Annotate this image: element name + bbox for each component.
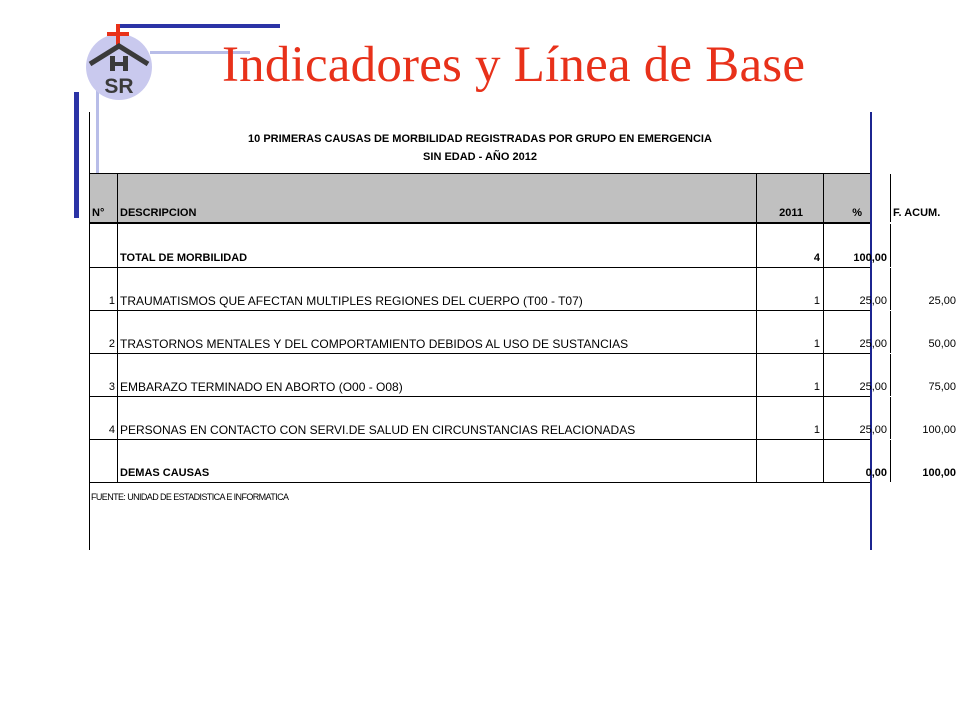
cell-pct: [823, 268, 890, 310]
cell-pct: [823, 397, 890, 439]
header-cell-acum: [890, 174, 959, 222]
table-row-others: [89, 440, 956, 483]
row-num: 4: [108, 424, 115, 436]
table-row-total: [89, 224, 887, 268]
cell-acum: [890, 311, 959, 353]
cell-pct: [823, 354, 890, 396]
cell-desc: [117, 354, 756, 396]
cell-desc: [117, 268, 756, 310]
header-cell-desc: [117, 174, 756, 222]
cell-year: [756, 311, 823, 353]
row-num: 1: [108, 295, 115, 307]
cell-desc: [117, 397, 756, 439]
cell-pct: [823, 311, 890, 353]
row-desc: TRASTORNOS MENTALES Y DEL COMPORTAMIENTO DEBIDOS AL USO DE SUSTANCIAS: [120, 337, 629, 351]
row-pct: 25,00: [859, 424, 887, 436]
row-desc: EMBARAZO TERMINADO EN ABORTO (O00 - O08): [120, 380, 403, 394]
row-desc: PERSONAS EN CONTACTO CON SERVI.DE SALUD EN CIRCUNSTANCIAS RELACIONADAS: [120, 423, 636, 437]
cell-acum: [890, 440, 959, 482]
row-pct: 25,00: [859, 381, 887, 393]
cell-num: [89, 440, 117, 482]
decorative-line: [74, 92, 79, 218]
cell-pct: [823, 224, 890, 267]
report-title: 10 PRIMERAS CAUSAS DE MORBILIDAD REGISTRADAS POR GRUPO EN EMERGENCIA: [248, 133, 712, 145]
header-cell-year: [756, 174, 823, 222]
row-pct: 25,00: [859, 295, 887, 307]
table-header-row: [89, 173, 941, 224]
row-desc: TRAUMATISMOS QUE AFECTAN MULTIPLES REGIONES DEL CUERPO (T00 - T07): [120, 294, 583, 308]
header-desc-label: DESCRIPCION: [120, 207, 197, 219]
slide-title: Indicadores y Línea de Base: [222, 37, 806, 93]
cell-num: [89, 354, 117, 396]
total-desc: TOTAL DE MORBILIDAD: [120, 252, 248, 264]
row-acum: 75,00: [928, 381, 956, 393]
table-row: [89, 354, 956, 397]
cell-num: [89, 224, 117, 267]
total-year: 4: [813, 252, 820, 264]
header-num-label: N°: [92, 207, 105, 219]
cell-num: [89, 397, 117, 439]
row-acum: 25,00: [928, 295, 956, 307]
row-acum: 100,00: [922, 424, 956, 436]
table-row: [89, 268, 956, 311]
source-note: FUENTE: UNIDAD DE ESTADISTICA E INFORMATICA: [91, 492, 289, 502]
row-year: 1: [813, 338, 820, 350]
total-pct: 100,00: [853, 252, 887, 264]
cell-num: [89, 311, 117, 353]
row-pct: 25,00: [859, 338, 887, 350]
cell-acum: [890, 268, 959, 310]
cell-year: [756, 224, 823, 267]
report-subtitle: SIN EDAD - AÑO 2012: [423, 151, 537, 163]
svg-text:SR: SR: [104, 75, 134, 98]
cell-acum: [890, 397, 959, 439]
row-year: 1: [813, 295, 820, 307]
row-acum: 50,00: [928, 338, 956, 350]
hospital-logo: [80, 22, 158, 100]
header-cell-pct: [823, 174, 890, 222]
cell-num: [89, 268, 117, 310]
header-pct-label: %: [852, 207, 862, 219]
row-num: 3: [108, 381, 115, 393]
others-acum: 100,00: [922, 467, 956, 479]
cell-desc: [117, 440, 756, 482]
cell-desc: [117, 224, 756, 267]
header-year-label: 2011: [779, 207, 803, 219]
row-year: 1: [813, 424, 820, 436]
header-cell-num: [89, 174, 117, 222]
row-num: 2: [108, 338, 115, 350]
cell-acum: [890, 354, 959, 396]
cell-acum: [890, 224, 959, 267]
table-row: [89, 311, 956, 354]
cell-year: [756, 440, 823, 482]
others-desc: DEMAS CAUSAS: [120, 467, 210, 479]
cell-desc: [117, 311, 756, 353]
cell-pct: [823, 440, 890, 482]
header-acum-label: F. ACUM.: [893, 207, 941, 219]
cell-year: [756, 397, 823, 439]
cell-year: [756, 354, 823, 396]
others-pct: 0,00: [865, 467, 887, 479]
row-year: 1: [813, 381, 820, 393]
cell-year: [756, 268, 823, 310]
table-row: [89, 397, 956, 440]
